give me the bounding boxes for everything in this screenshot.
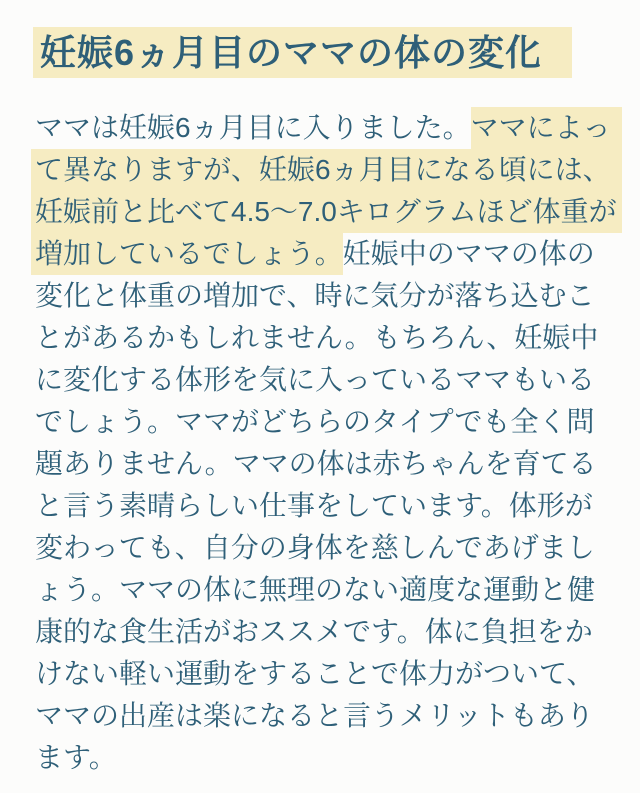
highlighted-text-segment: 増加しているでしょう。 [31, 233, 343, 275]
highlighted-text-segment: ママによっ [471, 107, 622, 149]
page-title: 妊娠6ヵ月目のママの体の変化 [33, 27, 572, 78]
text-segment: けない軽い運動をすることで体力がついて、 [35, 658, 595, 689]
text-line [31, 107, 622, 149]
text-segment: 変化と体重の増加で、時に気分が落ち込むこ [35, 280, 595, 311]
text-segment: とがあるかもしれません。もちろん、妊娠中 [35, 322, 599, 353]
text-line [31, 233, 622, 275]
text-segment: 変わっても、自分の身体を慈しんであげまし [35, 532, 595, 563]
text-line [31, 485, 622, 527]
text-segment: でしょう。ママがどちらのタイプでも全く問 [35, 406, 595, 437]
text-line [31, 359, 622, 401]
text-line [31, 317, 622, 359]
title-block [33, 27, 572, 83]
text-line [31, 191, 622, 233]
text-line [31, 695, 622, 737]
text-segment: と言う素晴らしい仕事をしています。体形が [35, 490, 593, 521]
text-segment: ママの出産は楽になると言うメリットもあり [35, 700, 594, 731]
text-segment: ょう。ママの体に無理のない適度な運動と健 [35, 574, 596, 605]
text-line [31, 737, 622, 779]
text-line [31, 569, 622, 611]
highlighted-text-segment: 妊娠前と比べて4.5～7.0キログラムほど体重が [31, 191, 622, 233]
text-segment: ママは妊娠6ヵ月目に入りました。 [35, 112, 471, 143]
text-segment: に変化する体形を気に入っているママもいる [35, 364, 596, 395]
text-segment: ます。 [35, 742, 117, 773]
text-line [31, 149, 622, 191]
highlighted-text-segment: て異なりますが、妊娠6ヵ月目になる頃には、 [31, 149, 622, 191]
text-line [31, 527, 622, 569]
text-line [31, 611, 622, 653]
text-segment: 題ありません。ママの体は赤ちゃんを育てる [35, 448, 597, 479]
text-segment: 妊娠中のママの体の [342, 238, 595, 269]
text-segment: 康的な食生活がおススメです。体に負担をか [35, 616, 593, 647]
text-line [31, 275, 622, 317]
article-body [31, 107, 622, 779]
text-line [31, 443, 622, 485]
text-line [31, 653, 622, 695]
text-line [31, 401, 622, 443]
